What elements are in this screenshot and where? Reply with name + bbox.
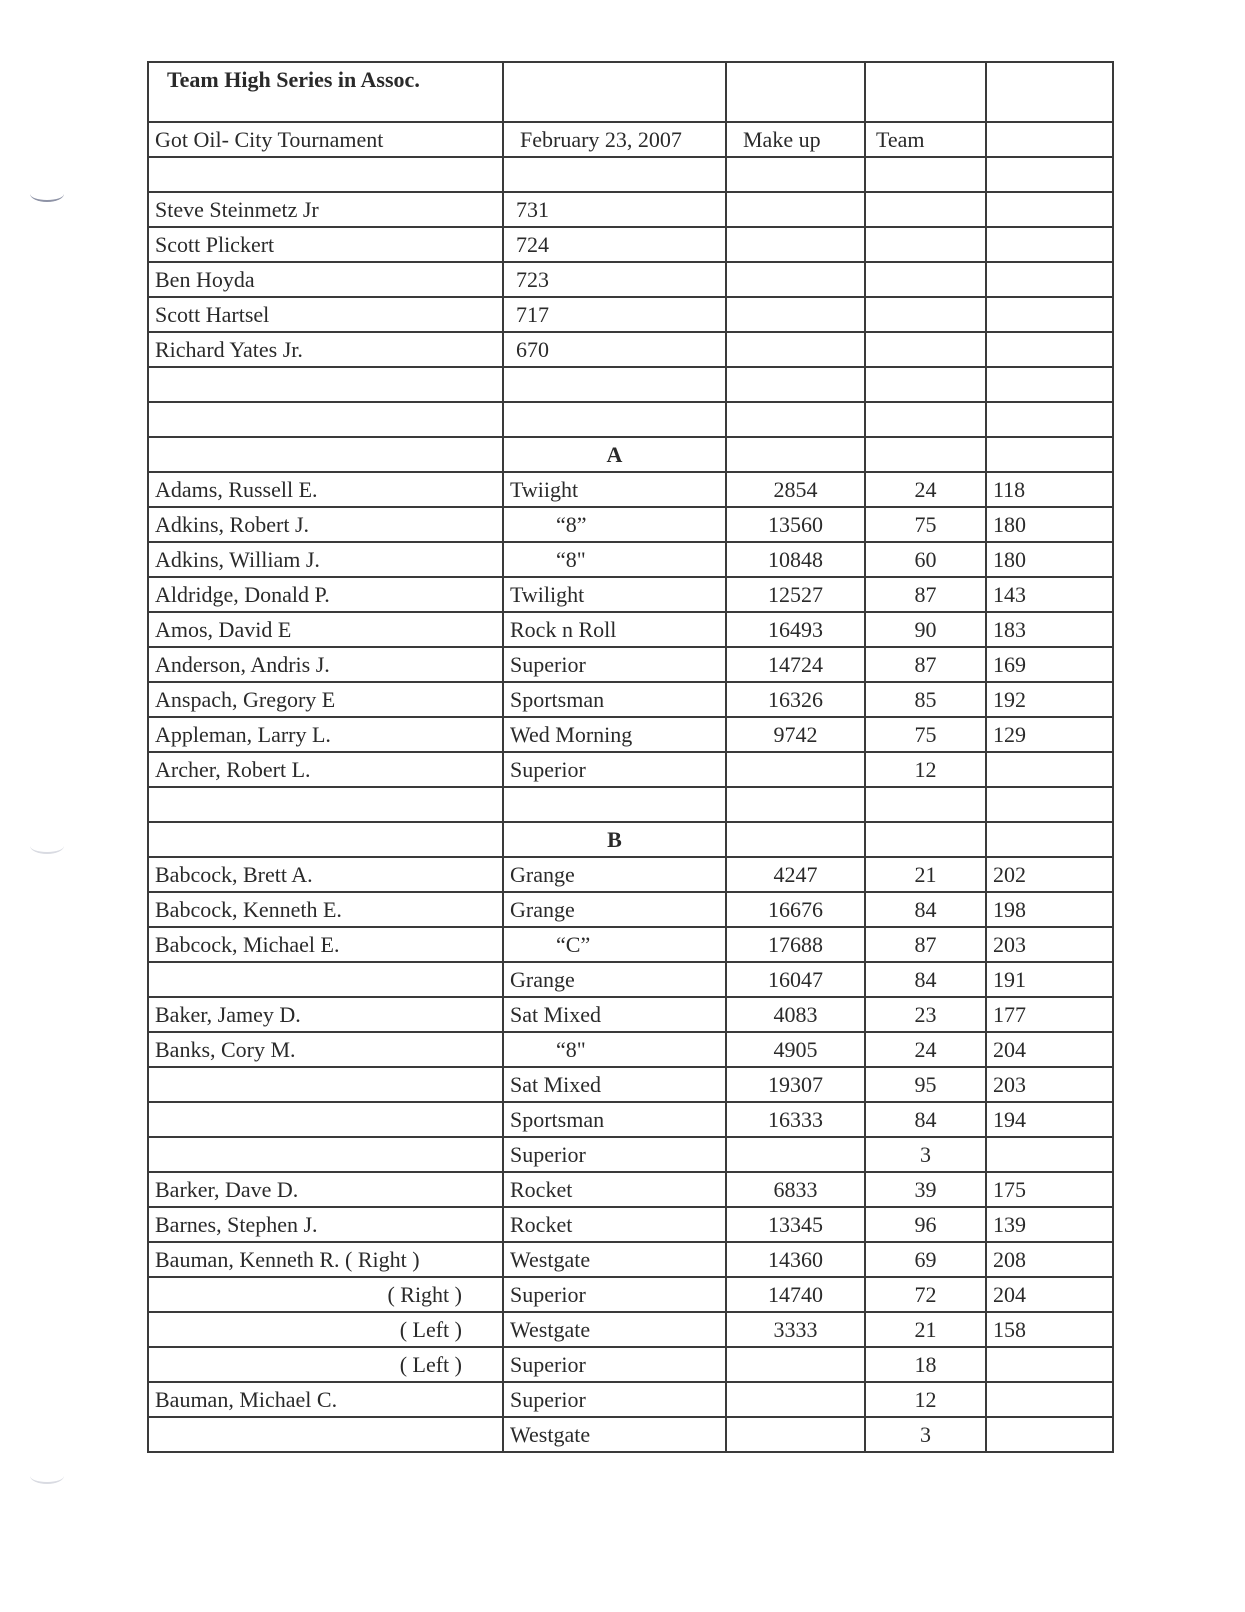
- average-value: [986, 1137, 1113, 1172]
- table-row: [148, 1102, 1113, 1137]
- average-value: 129: [986, 717, 1113, 752]
- pins-value: 4905: [726, 1032, 865, 1067]
- pins-value: 16676: [726, 892, 865, 927]
- table-row: [148, 752, 1113, 787]
- table-cell: [503, 402, 726, 437]
- league-name: Sat Mixed: [503, 997, 726, 1032]
- table-cell: [865, 297, 986, 332]
- bowler-name: Appleman, Larry L.: [148, 717, 503, 752]
- table-cell: [726, 62, 865, 122]
- table-cell: [726, 437, 865, 472]
- table-row: [148, 1417, 1113, 1452]
- table-cell: [503, 367, 726, 402]
- average-value: 118: [986, 472, 1113, 507]
- league-name: Rocket: [503, 1172, 726, 1207]
- series-score: 731: [503, 192, 726, 227]
- column-header-makeup: Make up: [726, 122, 865, 157]
- average-value: 169: [986, 647, 1113, 682]
- table-cell: [865, 822, 986, 857]
- section-letter: A: [503, 437, 726, 472]
- pins-value: 6833: [726, 1172, 865, 1207]
- bowler-name: Babcock, Michael E.: [148, 927, 503, 962]
- table-row: [148, 437, 1113, 472]
- table-cell: [726, 402, 865, 437]
- table-row: [148, 542, 1113, 577]
- average-value: 191: [986, 962, 1113, 997]
- table-cell: [148, 787, 503, 822]
- league-name: Westgate: [503, 1417, 726, 1452]
- bowler-name: Barker, Dave D.: [148, 1172, 503, 1207]
- games-value: 96: [865, 1207, 986, 1242]
- league-name: Twiight: [503, 472, 726, 507]
- league-name: Westgate: [503, 1312, 726, 1347]
- table-row: [148, 472, 1113, 507]
- bowler-name: Barnes, Stephen J.: [148, 1207, 503, 1242]
- average-value: 183: [986, 612, 1113, 647]
- table-cell: [503, 62, 726, 122]
- series-score: 723: [503, 262, 726, 297]
- pins-value: 3333: [726, 1312, 865, 1347]
- games-value: 12: [865, 1382, 986, 1417]
- pins-value: 16326: [726, 682, 865, 717]
- table-cell: [986, 332, 1113, 367]
- league-name: Sportsman: [503, 682, 726, 717]
- column-header-team: Team: [865, 122, 986, 157]
- table-row: [148, 507, 1113, 542]
- table-row: [148, 822, 1113, 857]
- table-cell: [986, 62, 1113, 122]
- table-row: [148, 577, 1113, 612]
- series-score: 717: [503, 297, 726, 332]
- pins-value: [726, 1382, 865, 1417]
- games-value: 87: [865, 647, 986, 682]
- average-value: 198: [986, 892, 1113, 927]
- table-row: [148, 192, 1113, 227]
- table-title: Team High Series in Assoc.: [148, 62, 503, 122]
- pins-value: 16493: [726, 612, 865, 647]
- table-row: [148, 682, 1113, 717]
- bowler-name: Archer, Robert L.: [148, 752, 503, 787]
- table-row: [148, 1277, 1113, 1312]
- table-cell: [986, 822, 1113, 857]
- games-value: 3: [865, 1137, 986, 1172]
- average-value: 194: [986, 1102, 1113, 1137]
- games-value: 24: [865, 472, 986, 507]
- pins-value: 4083: [726, 997, 865, 1032]
- average-value: 203: [986, 927, 1113, 962]
- bowler-name: Anderson, Andris J.: [148, 647, 503, 682]
- league-name: Superior: [503, 1382, 726, 1417]
- punch-hole-mark: [30, 1468, 64, 1484]
- table-cell: [865, 157, 986, 192]
- bowler-name: Adams, Russell E.: [148, 472, 503, 507]
- games-value: 75: [865, 717, 986, 752]
- bowler-name: Baker, Jamey D.: [148, 997, 503, 1032]
- table-cell: [726, 787, 865, 822]
- bowler-name: Scott Hartsel: [148, 297, 503, 332]
- average-value: 139: [986, 1207, 1113, 1242]
- pins-value: 13345: [726, 1207, 865, 1242]
- games-value: 87: [865, 577, 986, 612]
- table-cell: [986, 157, 1113, 192]
- games-value: 3: [865, 1417, 986, 1452]
- table-row: [148, 227, 1113, 262]
- pins-value: 2854: [726, 472, 865, 507]
- league-name: Superior: [503, 752, 726, 787]
- bowler-name: Steve Steinmetz Jr: [148, 192, 503, 227]
- table-cell: [865, 437, 986, 472]
- average-value: 177: [986, 997, 1113, 1032]
- games-value: 85: [865, 682, 986, 717]
- games-value: 39: [865, 1172, 986, 1207]
- league-name: “8": [503, 1032, 726, 1067]
- table-body: [148, 62, 1113, 1452]
- table-row: [148, 1382, 1113, 1417]
- average-value: 143: [986, 577, 1113, 612]
- league-name: Rock n Roll: [503, 612, 726, 647]
- table-cell: [986, 297, 1113, 332]
- table-cell: [986, 367, 1113, 402]
- bowler-name: Bauman, Kenneth R. ( Right ): [148, 1242, 503, 1277]
- games-value: 72: [865, 1277, 986, 1312]
- table-cell: [986, 787, 1113, 822]
- games-value: 75: [865, 507, 986, 542]
- table-row: [148, 787, 1113, 822]
- table-cell: [726, 192, 865, 227]
- average-value: 180: [986, 542, 1113, 577]
- pins-value: 10848: [726, 542, 865, 577]
- average-value: 202: [986, 857, 1113, 892]
- average-value: 203: [986, 1067, 1113, 1102]
- pins-value: [726, 1347, 865, 1382]
- average-value: [986, 1417, 1113, 1452]
- bowler-name: Banks, Cory M.: [148, 1032, 503, 1067]
- bowler-name: [148, 1417, 503, 1452]
- table-row: [148, 857, 1113, 892]
- league-name: Grange: [503, 892, 726, 927]
- table-row: [148, 122, 1113, 157]
- league-name: Superior: [503, 1137, 726, 1172]
- table-row: [148, 1347, 1113, 1382]
- bowler-name: Babcock, Brett A.: [148, 857, 503, 892]
- table-row: [148, 962, 1113, 997]
- table-cell: [865, 192, 986, 227]
- table-row: [148, 927, 1113, 962]
- league-name: Superior: [503, 1347, 726, 1382]
- games-value: 12: [865, 752, 986, 787]
- league-name: Wed Morning: [503, 717, 726, 752]
- pins-value: 16333: [726, 1102, 865, 1137]
- pins-value: 14724: [726, 647, 865, 682]
- games-value: 21: [865, 857, 986, 892]
- average-value: [986, 1382, 1113, 1417]
- bowler-name: Anspach, Gregory E: [148, 682, 503, 717]
- table-cell: [865, 62, 986, 122]
- table-row: [148, 332, 1113, 367]
- table-cell: [726, 332, 865, 367]
- table-row: [148, 1067, 1113, 1102]
- table-cell: [726, 297, 865, 332]
- table-cell: [986, 227, 1113, 262]
- league-name: Sportsman: [503, 1102, 726, 1137]
- punch-hole-mark: [30, 838, 64, 854]
- bowler-name: ( Right ): [148, 1277, 503, 1312]
- bowler-name: [148, 1102, 503, 1137]
- average-value: 158: [986, 1312, 1113, 1347]
- games-value: 69: [865, 1242, 986, 1277]
- table-cell: [726, 367, 865, 402]
- league-name: Twilight: [503, 577, 726, 612]
- league-name: “8": [503, 542, 726, 577]
- league-name: Rocket: [503, 1207, 726, 1242]
- table-row: [148, 612, 1113, 647]
- bowler-name: ( Left ): [148, 1312, 503, 1347]
- pins-value: 13560: [726, 507, 865, 542]
- pins-value: 14360: [726, 1242, 865, 1277]
- table-row: [148, 402, 1113, 437]
- bowler-name: Richard Yates Jr.: [148, 332, 503, 367]
- table-row: [148, 367, 1113, 402]
- average-value: 192: [986, 682, 1113, 717]
- games-value: 84: [865, 1102, 986, 1137]
- table-cell: [865, 787, 986, 822]
- table-cell: [726, 157, 865, 192]
- league-name: Westgate: [503, 1242, 726, 1277]
- pins-value: 17688: [726, 927, 865, 962]
- table-row: [148, 62, 1113, 122]
- table-row: [148, 647, 1113, 682]
- games-value: 21: [865, 1312, 986, 1347]
- section-letter: B: [503, 822, 726, 857]
- table-cell: [865, 402, 986, 437]
- average-value: 180: [986, 507, 1113, 542]
- event-name: Got Oil- City Tournament: [148, 122, 503, 157]
- league-name: “8”: [503, 507, 726, 542]
- punch-hole-mark: [30, 186, 64, 202]
- games-value: 23: [865, 997, 986, 1032]
- table-cell: [986, 122, 1113, 157]
- pins-value: [726, 1137, 865, 1172]
- table-row: [148, 717, 1113, 752]
- bowler-name: ( Left ): [148, 1347, 503, 1382]
- league-name: Grange: [503, 857, 726, 892]
- table-row: [148, 157, 1113, 192]
- games-value: 87: [865, 927, 986, 962]
- table-row: [148, 1242, 1113, 1277]
- pins-value: 14740: [726, 1277, 865, 1312]
- table-cell: [986, 262, 1113, 297]
- average-value: [986, 752, 1113, 787]
- games-value: 84: [865, 962, 986, 997]
- table-row: [148, 297, 1113, 332]
- event-date: February 23, 2007: [503, 122, 726, 157]
- league-name: Superior: [503, 647, 726, 682]
- series-score: 724: [503, 227, 726, 262]
- table-cell: [986, 402, 1113, 437]
- table-cell: [986, 437, 1113, 472]
- table-row: [148, 1312, 1113, 1347]
- bowler-name: Amos, David E: [148, 612, 503, 647]
- table-cell: [726, 227, 865, 262]
- table-cell: [148, 367, 503, 402]
- pins-value: 4247: [726, 857, 865, 892]
- pins-value: [726, 1417, 865, 1452]
- bowler-name: Aldridge, Donald P.: [148, 577, 503, 612]
- pins-value: [726, 752, 865, 787]
- table-cell: [148, 157, 503, 192]
- table-row: [148, 1172, 1113, 1207]
- table-cell: [865, 227, 986, 262]
- average-value: 204: [986, 1277, 1113, 1312]
- league-name: “C”: [503, 927, 726, 962]
- league-name: Sat Mixed: [503, 1067, 726, 1102]
- average-value: 175: [986, 1172, 1113, 1207]
- bowler-name: [148, 962, 503, 997]
- average-value: 208: [986, 1242, 1113, 1277]
- pins-value: 9742: [726, 717, 865, 752]
- table-cell: [865, 332, 986, 367]
- league-name: Grange: [503, 962, 726, 997]
- table-cell: [148, 822, 503, 857]
- bowler-name: Scott Plickert: [148, 227, 503, 262]
- table-row: [148, 892, 1113, 927]
- table-cell: [503, 787, 726, 822]
- table-row: [148, 262, 1113, 297]
- average-value: 204: [986, 1032, 1113, 1067]
- games-value: 84: [865, 892, 986, 927]
- table-cell: [503, 157, 726, 192]
- league-name: Superior: [503, 1277, 726, 1312]
- bowling-averages-table: [147, 61, 1114, 1453]
- table-row: [148, 1207, 1113, 1242]
- pins-value: 19307: [726, 1067, 865, 1102]
- bowler-name: Bauman, Michael C.: [148, 1382, 503, 1417]
- bowler-name: Ben Hoyda: [148, 262, 503, 297]
- games-value: 60: [865, 542, 986, 577]
- table-cell: [726, 262, 865, 297]
- games-value: 18: [865, 1347, 986, 1382]
- bowler-name: Adkins, Robert J.: [148, 507, 503, 542]
- bowler-name: Babcock, Kenneth E.: [148, 892, 503, 927]
- games-value: 90: [865, 612, 986, 647]
- bowler-name: Adkins, William J.: [148, 542, 503, 577]
- table-row: [148, 1137, 1113, 1172]
- pins-value: 12527: [726, 577, 865, 612]
- table-cell: [148, 437, 503, 472]
- games-value: 24: [865, 1032, 986, 1067]
- average-value: [986, 1347, 1113, 1382]
- bowler-name: [148, 1067, 503, 1102]
- table-cell: [986, 192, 1113, 227]
- table-row: [148, 997, 1113, 1032]
- table-cell: [865, 367, 986, 402]
- series-score: 670: [503, 332, 726, 367]
- games-value: 95: [865, 1067, 986, 1102]
- pins-value: 16047: [726, 962, 865, 997]
- table-cell: [148, 402, 503, 437]
- table-cell: [726, 822, 865, 857]
- table-row: [148, 1032, 1113, 1067]
- table-cell: [865, 262, 986, 297]
- bowler-name: [148, 1137, 503, 1172]
